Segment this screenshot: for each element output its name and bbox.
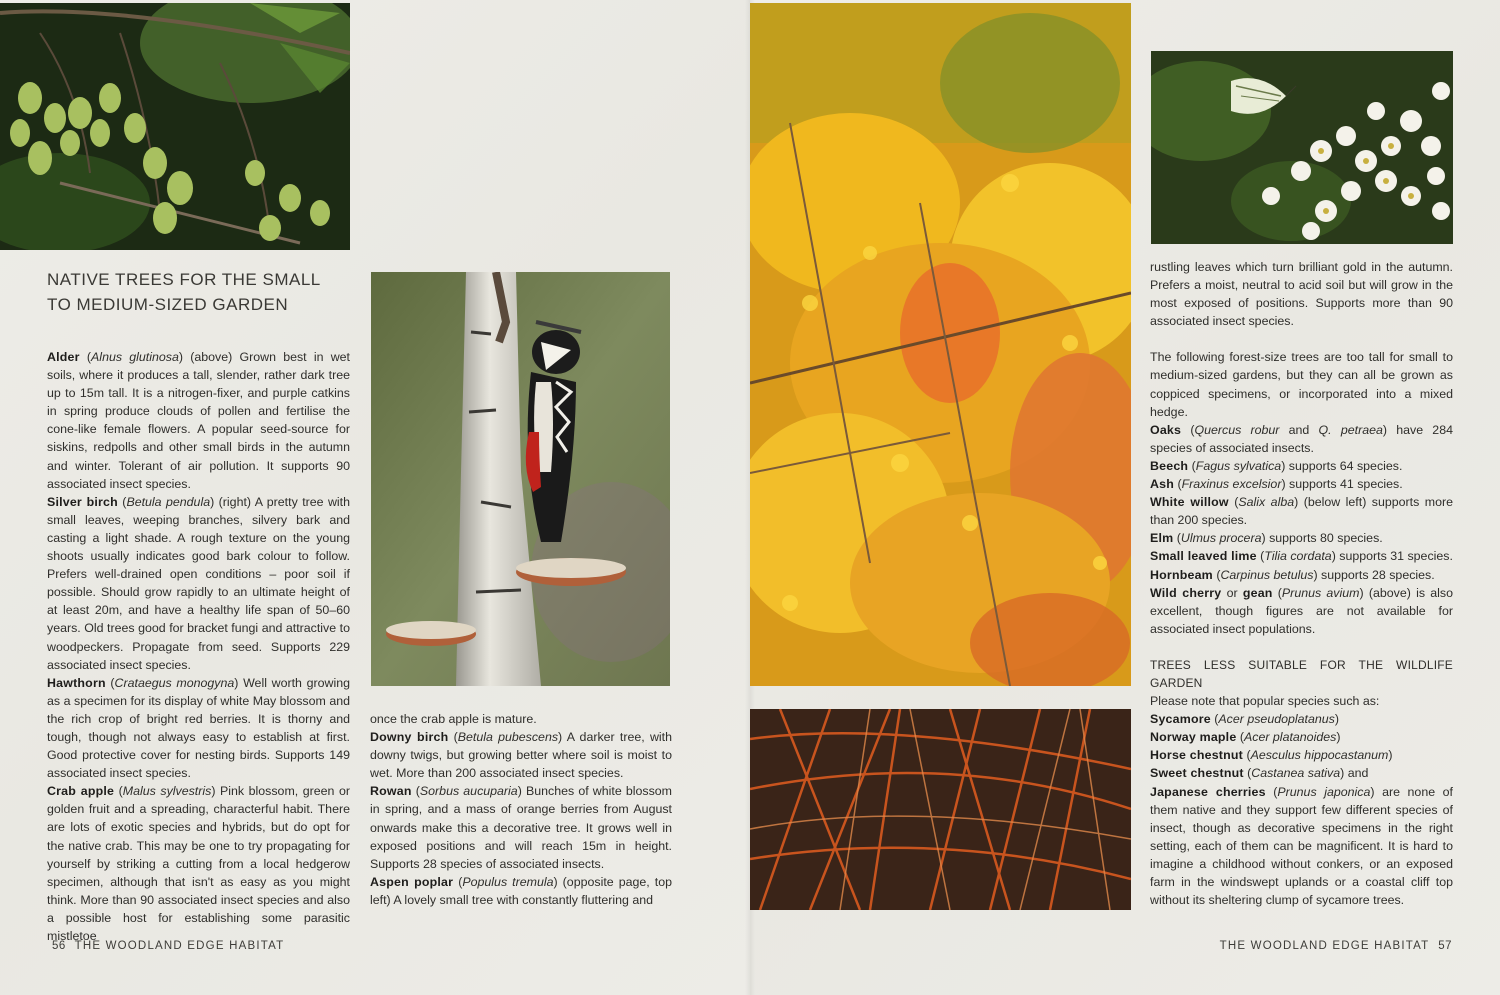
- paragraph-gap: [1150, 330, 1453, 348]
- entry-latin: Quercus robur: [1194, 422, 1280, 437]
- entry-latin: Fraxinus excelsior: [1181, 477, 1282, 492]
- aspen-autumn-photo: [750, 3, 1131, 686]
- woodpecker-birch-photo: [371, 272, 670, 686]
- entry-latin: Castanea sativa: [1251, 766, 1341, 781]
- entry-name: Norway maple: [1150, 730, 1237, 745]
- entry-name: Horse chestnut: [1150, 748, 1243, 763]
- entry-small-leaved-lime: Small leaved lime (Tilia cordata) supports 31 species.: [1150, 549, 1453, 564]
- left-column-2: [370, 710, 672, 909]
- entry-text: (below left) supports more than 200 species.: [1150, 495, 1453, 528]
- paragraph-gap: [1150, 638, 1453, 656]
- entry-name: Alder: [47, 350, 80, 364]
- entry-name: Small leaved lime: [1150, 549, 1257, 564]
- entry-name: Wild cherry: [1150, 585, 1222, 600]
- entry-rowan: Rowan (Sorbus aucuparia) Bunches of white blossom in spring, and a mass of orange berries from August onwards make this a decorative tree. It grows well in exposed positions and will reach 15m in height. Supports 28 species of associated insects.: [370, 784, 673, 871]
- section-heading: NATIVE TREES FOR THE SMALL TO MEDIUM-SIZED GARDEN: [47, 270, 321, 314]
- entry-crab-apple: Crab apple (Malus sylvestris) Pink blossom, green or golden fruit and a spreading, characterful habit. There are lots of exotic species and hybrids, but do opt for the native crab. This may be one to try propagating for yourself by striking a cutting from a local hedgerow specimen, although that isn't as easy as you might think. More than 90 associated insect species and also a possible host for establishing some parasitic mistletoe: [47, 784, 350, 943]
- entry-latin: Fagus sylvatica: [1195, 458, 1282, 473]
- entry-text: (above) Grown best in wet soils, where it produces a tall, slender, rather dark tree up to 15m tall. It is a nitrogen-fixer, and purple catkins in spring produce clouds of pollen and fertilise the cone-like female flowers. A popular seed-source for siskins, redpolls and other small birds in the autumn and winter. Tolerant of air pollution. It supports 90 associated insect species.: [47, 350, 350, 491]
- entry-silver-birch: Silver birch (Betula pendula) (right) A pretty tree with small leaves, weeping branches, silvery bark and casting a light shade. A rough texture on the young shoots usually indicates good bark colour to follow. Prefers well-drained open conditions – poor soil if possible. Should grow rapidly to an ultimate height of at least 20m, and have a healthy life span of 50–60 years. Old trees good for bracket fungi and attractive to woodpeckers. Propagate from seed. Supports 229 associated insect species.: [47, 494, 351, 672]
- entry-name: Rowan: [370, 784, 412, 799]
- entry-text: and: [1344, 766, 1369, 781]
- entry-text: are none of them native and they support few different species of insect, though as decorative specimens in the right setting, each of them can be magnificent. It is hard to imagine a childhood without conkers, or an exposed farm in the windswept uplands or a coastal cliff top without its sheltering clump of sycamore trees.: [1150, 784, 1454, 908]
- page-number: 57: [1438, 940, 1452, 952]
- entry-name: Crab apple: [47, 784, 115, 799]
- entry-text: supports 41 species.: [1285, 477, 1403, 492]
- running-title: THE WOODLAND EDGE HABITAT: [74, 940, 285, 952]
- entry-text: supports 31 species.: [1335, 549, 1453, 564]
- entry-name: White willow: [1150, 495, 1229, 510]
- entry-text: (opposite page, top left) A lovely small tree with constantly fluttering and: [370, 874, 672, 907]
- entry-horse-chestnut: Horse chestnut (Aesculus hippocastanum): [1150, 748, 1393, 763]
- entry-name: Beech: [1150, 458, 1189, 473]
- entry-text: Pink blossom, green or golden fruit and a spreading, characterful habit. There are lots of exotic species and hybrids, but do opt for the native crab. This may be one to try propagating for yourself by striking a cutting from a local hedgerow specimen, although that isn't as easy as you might think. More than 90 associated insect species and also a possible host for establishing some parasitic mistletoe: [47, 784, 350, 943]
- entry-text: Bunches of white blossom in spring, and a mass of orange berries from August onwards make this a decorative tree. It grows well in exposed positions and will reach 15m in height. Supports 28 species of associated insects.: [370, 784, 673, 871]
- entry-latin: Crataegus monogyna: [114, 675, 235, 690]
- entry-text: supports 80 species.: [1265, 531, 1383, 546]
- entry-hawthorn: Hawthorn (Crataegus monogyna) Well worth growing as a specimen for its display of white May blossom and the rich crop of bright red berries. It is thorny and tough, though not always easy to establish at first. Good protective cover for nesting birds. Supports 149 associated insect species.: [47, 675, 350, 781]
- entry-name: Downy birch: [370, 730, 449, 745]
- entry-latin: Prunus avium: [1281, 585, 1360, 600]
- entry-norway-maple: Norway maple (Acer platanoides): [1150, 730, 1341, 745]
- entry-text: have 284 species of associated insects.: [1150, 422, 1453, 455]
- entry-name: Elm: [1150, 531, 1174, 546]
- entry-beech: Beech (Fagus sylvatica) supports 64 species.: [1150, 458, 1403, 473]
- entry-name: Ash: [1150, 477, 1175, 492]
- entry-conjunction: and: [1279, 422, 1319, 437]
- entry-latin: Betula pendula: [126, 494, 211, 509]
- entry-latin: Prunus japonica: [1277, 784, 1371, 799]
- entry-latin: Acer platanoides: [1244, 730, 1337, 745]
- alder-catkins-photo: [0, 3, 350, 250]
- entry-text: (right) A pretty tree with small leaves, weeping branches, silvery bark and casting a light shade. A rough texture on the young shoots usually indicates good bark colour to follow. Prefers well-drained open conditions – poor soil if possible. Should grow rapidly to an ultimate height of at least 20m, and have a healthy life span of 50–60 years. Old trees good for bracket fungi and attractive to woodpeckers. Propagate from seed. Supports 229 associated insect species.: [47, 494, 351, 672]
- entry-ash: Ash (Fraxinus excelsior) supports 41 species.: [1150, 477, 1403, 492]
- entry-hornbeam: Hornbeam (Carpinus betulus) supports 28 species.: [1150, 567, 1435, 582]
- entry-name: Sweet chestnut: [1150, 766, 1244, 781]
- entry-latin: Malus sylvestris: [122, 784, 212, 799]
- entry-latin: Betula pubescens: [457, 730, 559, 745]
- entry-aspen-poplar: Aspen poplar (Populus tremula) (opposite page, top left) A lovely small tree with constantly fluttering and: [370, 874, 672, 907]
- entry-latin: Carpinus betulus: [1220, 567, 1314, 582]
- entry-latin: Sorbus aucuparia: [419, 784, 518, 799]
- running-title: THE WOODLAND EDGE HABITAT: [1219, 940, 1430, 952]
- entry-text: Well worth growing as a specimen for its display of white May blossom and the rich crop of bright red berries. It is thorny and tough, though not always easy to establish at first. Good protective cover for nesting birds. Supports 149 associated insect species.: [47, 675, 350, 781]
- entry-name: Oaks: [1150, 422, 1182, 437]
- entry-latin: Ulmus procera: [1180, 531, 1262, 546]
- entry-name: Aspen poplar: [370, 874, 454, 889]
- entry-name: Hawthorn: [47, 675, 106, 690]
- less-suitable-heading: TREES LESS SUITABLE FOR THE WILDLIFE GARDEN: [1150, 657, 1453, 690]
- entry-name: Japanese cherries: [1150, 784, 1266, 799]
- willow-stems-photo: [750, 709, 1131, 910]
- entry-wild-cherry: Wild cherry or gean (Prunus avium) (above) is also excellent, though figures are not available for associated insect populations.: [1150, 585, 1453, 636]
- entry-name: gean: [1242, 585, 1273, 600]
- entry-oaks: Oaks (Quercus robur and Q. petraea) have 284 species of associated insects.: [1150, 422, 1453, 455]
- continuation-text: once the crab apple is mature.: [370, 712, 537, 726]
- entry-latin: Tilia cordata: [1264, 549, 1332, 564]
- entry-latin: Alnus glutinosa: [91, 350, 179, 364]
- entry-text: supports 64 species.: [1285, 458, 1403, 473]
- left-folio: [52, 940, 284, 952]
- right-folio: [1220, 940, 1452, 952]
- entry-text: supports 28 species.: [1317, 567, 1435, 582]
- entry-latin: Salix alba: [1238, 495, 1295, 510]
- entry-sycamore: Sycamore (Acer pseudoplatanus): [1150, 712, 1339, 727]
- entry-text: (above) is also excellent, though figures are not available for associated insect populations.: [1150, 585, 1453, 636]
- entry-text: A darker tree, with downy twigs, but growing better where soil is moist to wet. More than 200 associated insect species.: [370, 730, 672, 781]
- entry-name: Silver birch: [47, 494, 118, 509]
- entry-name: Sycamore: [1150, 712, 1211, 727]
- entry-latin: Populus tremula: [462, 874, 554, 889]
- left-column-1: [47, 348, 350, 945]
- right-column: [1150, 258, 1453, 909]
- page-number: 56: [52, 940, 66, 952]
- cherry-blossom-butterfly-photo: [1151, 51, 1453, 244]
- entry-white-willow: White willow (Salix alba) (below left) supports more than 200 species.: [1150, 495, 1453, 528]
- less-suitable-intro: Please note that popular species such as:: [1150, 694, 1380, 709]
- entry-conjunction: or: [1221, 585, 1243, 600]
- entry-downy-birch: Downy birch (Betula pubescens) A darker tree, with downy twigs, but growing better where soil is moist to wet. More than 200 associated insect species.: [370, 730, 672, 781]
- entry-sweet-chestnut: Sweet chestnut (Castanea sativa) and: [1150, 766, 1369, 781]
- entry-japanese-cherries: Japanese cherries (Prunus japonica) are none of them native and they support few different species of insect, though as decorative specimens in the right setting, each of them can be magnificent. It is hard to imagine a childhood without conkers, or an exposed farm in the windswept uplands or a coastal cliff top without its sheltering clump of sycamore trees.: [1150, 784, 1454, 908]
- aspen-continuation: rustling leaves which turn brilliant gold in the autumn. Prefers a moist, neutral to acid soil but will grow in the most exposed of positions. Supports more than 90 associated insect species.: [1150, 260, 1453, 329]
- entry-alder: Alder (Alnus glutinosa) (above) Grown best in wet soils, where it produces a tall, slender, rather dark tree up to 15m tall. It is a nitrogen-fixer, and purple catkins in spring produce clouds of pollen and fertilise the cone-like female flowers. A popular seed-source for siskins, redpolls and other small birds in the autumn and winter. Tolerant of air pollution. It supports 90 associated insect species.: [47, 350, 350, 491]
- entry-name: Hornbeam: [1150, 567, 1213, 582]
- entry-elm: Elm (Ulmus procera) supports 80 species.: [1150, 531, 1383, 546]
- entry-latin: Q. petraea: [1318, 422, 1383, 437]
- entry-latin: Acer pseudoplatanus: [1218, 712, 1335, 727]
- forest-trees-intro: The following forest-size trees are too tall for small to medium-sized gardens, but they can all be grown as coppiced specimens, or incorporated into a mixed hedge.: [1150, 350, 1453, 419]
- entry-latin: Aesculus hippocastanum: [1250, 748, 1389, 763]
